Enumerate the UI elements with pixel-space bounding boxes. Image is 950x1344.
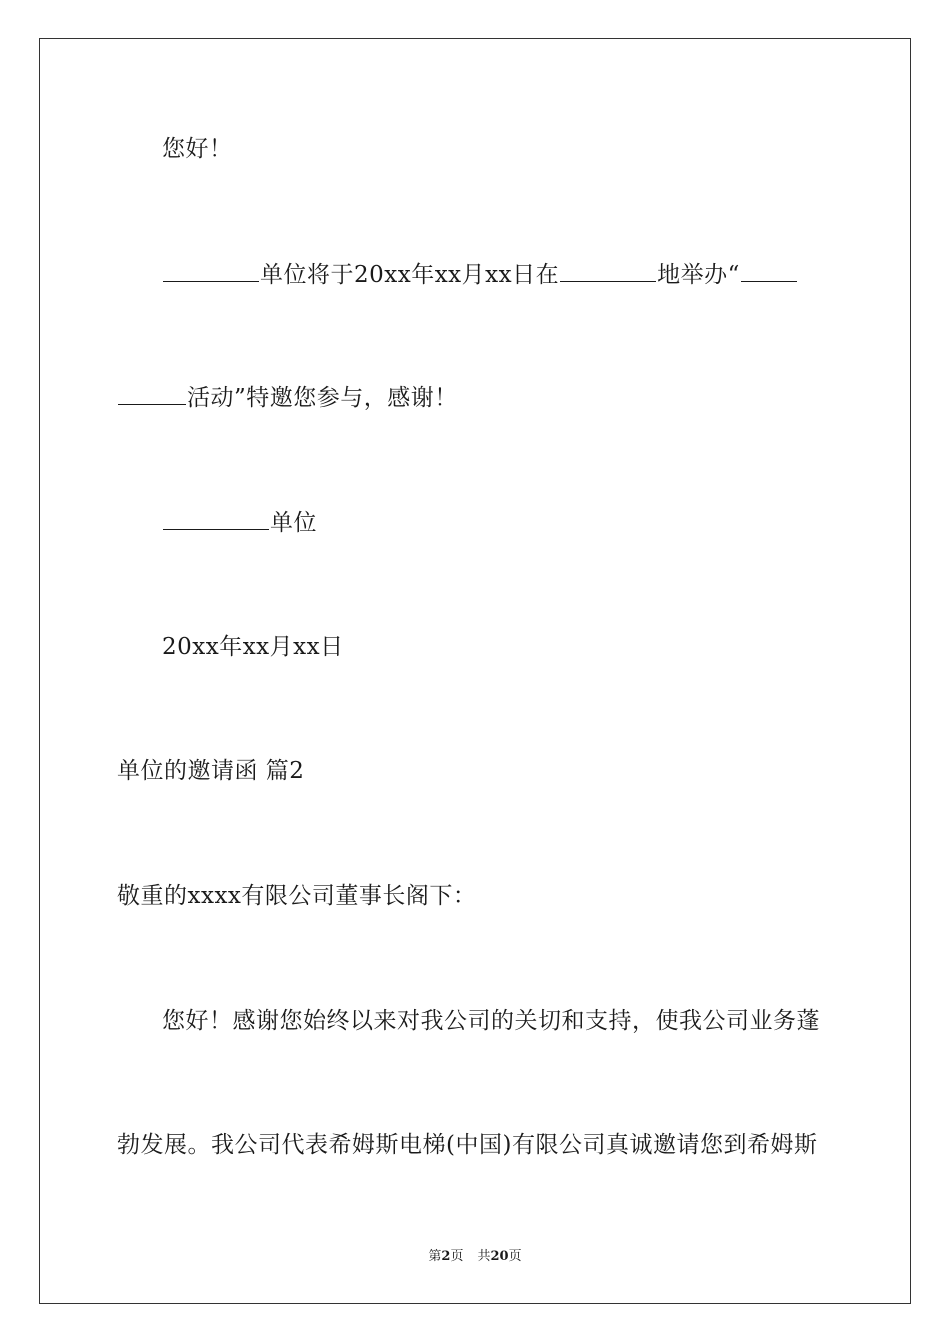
page-prefix: 第 xyxy=(428,1249,442,1264)
invitation-paragraph-line-2 xyxy=(117,382,458,413)
total-prefix: 共 xyxy=(477,1249,491,1264)
total-suffix: 页 xyxy=(508,1249,522,1264)
greeting: 您好！ xyxy=(162,136,233,162)
blank-location xyxy=(560,259,656,282)
page-number: 2 xyxy=(441,1249,451,1264)
page-border xyxy=(39,38,911,1304)
body-line-2: 勃发展。我公司代表希姆斯电梯(中国)有限公司真诚邀请您到希姆斯 xyxy=(117,1132,818,1158)
salutation: 敬重的xxxx有限公司董事长阁下： xyxy=(117,883,477,909)
signature-suffix: 单位 xyxy=(270,510,317,536)
invitation-text-b: 地举办“ xyxy=(657,262,740,288)
page-footer xyxy=(0,1248,950,1266)
blank-event-start xyxy=(741,259,797,282)
section-title: 单位的邀请函 篇2 xyxy=(117,758,305,784)
invitation-text-a: 单位将于20xx年xx月xx日在 xyxy=(260,262,560,288)
page-suffix: 页 xyxy=(450,1249,464,1264)
total-pages: 20 xyxy=(490,1249,509,1264)
invitation-text-c: 活动”特邀您参与，感谢！ xyxy=(187,385,458,411)
blank-event-end xyxy=(118,382,186,405)
blank-organizer xyxy=(163,259,259,282)
letter-date: 20xx年xx月xx日 xyxy=(162,634,344,660)
invitation-paragraph-line-1 xyxy=(162,259,798,290)
signature-line xyxy=(162,507,317,538)
blank-signature-unit xyxy=(163,507,269,530)
body-line-1: 您好！感谢您始终以来对我公司的关切和支持，使我公司业务蓬 xyxy=(162,1008,820,1034)
